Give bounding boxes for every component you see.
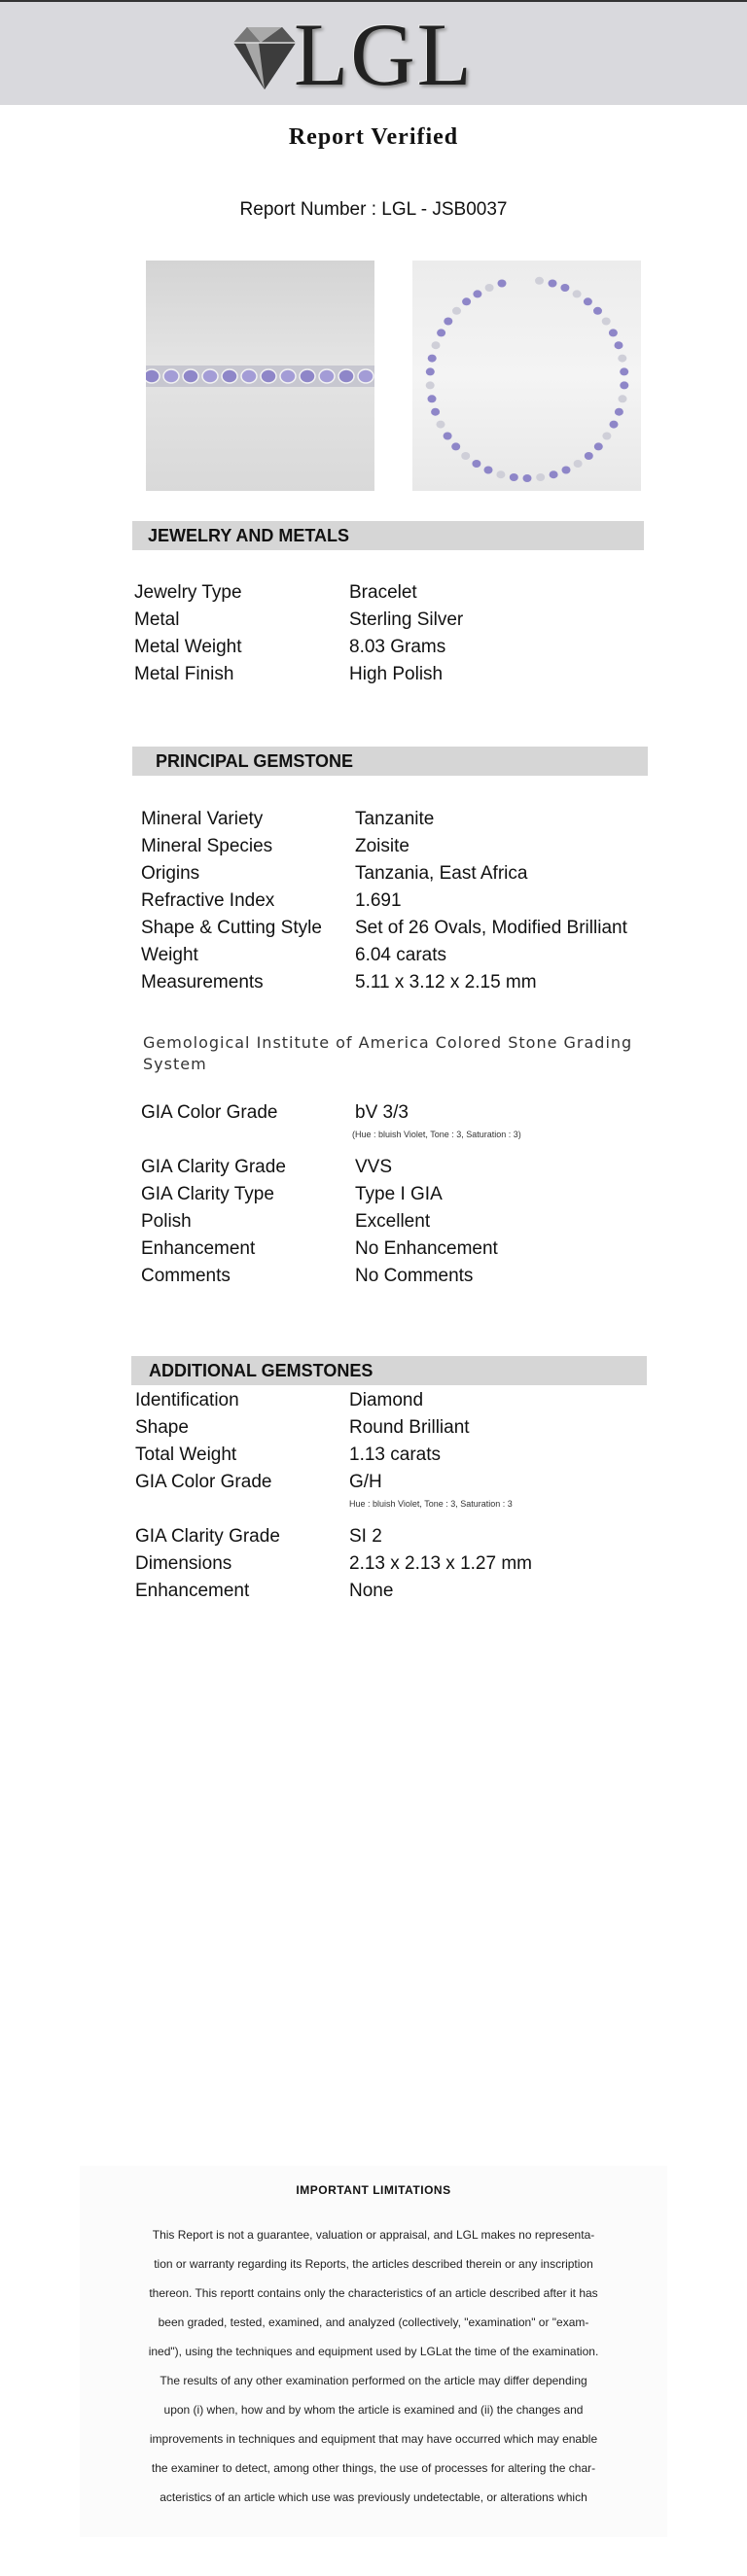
value-origins: Tanzania, East Africa: [355, 863, 528, 884]
label-total-weight: Total Weight: [135, 1445, 237, 1465]
value-refractive-index: 1.691: [355, 890, 402, 911]
label-identification: Identification: [135, 1390, 239, 1410]
gemstone: [562, 467, 571, 474]
gia-system-title-line1: Gemological Institute of America Colored Stone Grading: [143, 1033, 633, 1052]
value-weight: 6.04 carats: [355, 945, 446, 965]
gemstone: [437, 421, 445, 429]
label-origins: Origins: [141, 863, 200, 884]
gemstone: [473, 290, 481, 297]
header-banner: [0, 0, 747, 105]
gemstone: [300, 369, 315, 383]
label-enhancement: Enhancement: [141, 1238, 256, 1259]
gemstone: [584, 297, 592, 305]
label-weight: Weight: [141, 945, 198, 965]
gemstone: [437, 329, 445, 336]
label-polish: Polish: [141, 1211, 192, 1232]
limitations-line: acteristics of an article which use was previously undetectable, or alterations which: [160, 2490, 587, 2504]
gemstone: [444, 433, 452, 440]
limitations-line: the examiner to detect, among other things, the use of processes for altering the char-: [151, 2461, 596, 2475]
gemstone: [319, 369, 335, 383]
value-mineral-species: Zoisite: [355, 836, 409, 856]
gemstone: [602, 433, 611, 440]
gemstone: [618, 355, 626, 363]
add-color-note: Hue : bluish Violet, Tone : 3, Saturation : 3: [349, 1499, 513, 1509]
value-identification: Diamond: [349, 1390, 424, 1410]
lgl-logo[interactable]: [226, 5, 479, 104]
gemstone: [496, 470, 505, 478]
label-add-gia-color-grade: GIA Color Grade: [135, 1472, 272, 1492]
gemstone: [602, 318, 611, 326]
gemstone: [535, 277, 544, 285]
label-comments: Comments: [141, 1266, 231, 1286]
gemstone: [484, 467, 493, 474]
label-dimensions: Dimensions: [135, 1553, 232, 1574]
value-shape: Round Brilliant: [349, 1417, 470, 1438]
section-heading-jewelry: JEWELRY AND METALS: [132, 521, 644, 550]
gemstone: [241, 369, 257, 383]
gemstone: [620, 367, 628, 375]
gemstone: [610, 421, 619, 429]
gemstone: [462, 297, 471, 305]
label-add-enhancement: Enhancement: [135, 1581, 250, 1601]
gemstone: [536, 473, 545, 481]
gemstone: [550, 470, 558, 478]
gemstone: [615, 408, 623, 416]
label-refractive-index: Refractive Index: [141, 890, 275, 911]
label-add-gia-clarity-grade: GIA Clarity Grade: [135, 1526, 280, 1547]
page-title: Report Verified: [288, 124, 459, 150]
gemstone: [549, 280, 557, 288]
report-number: Report Number : LGL - JSB0037: [239, 199, 508, 220]
gemstone: [451, 442, 460, 450]
gemstone: [620, 381, 628, 389]
label-mineral-variety: Mineral Variety: [141, 809, 264, 829]
value-metal-weight: 8.03 Grams: [349, 637, 446, 657]
gemstone: [594, 442, 603, 450]
label-gia-color-grade: GIA Color Grade: [141, 1102, 278, 1123]
gemstone: [146, 369, 160, 383]
limitations-line: This Report is not a guarantee, valuation or appraisal, and LGL makes no representa-: [152, 2228, 595, 2242]
gemstone: [431, 408, 440, 416]
label-shape: Shape: [135, 1417, 189, 1438]
value-total-weight: 1.13 carats: [349, 1445, 441, 1465]
label-gia-clarity-grade: GIA Clarity Grade: [141, 1157, 286, 1177]
gemstone: [609, 329, 618, 336]
gemstone: [426, 381, 435, 389]
gemstone: [615, 341, 623, 349]
limitations-line: thereon. This reportt contains only the characteristics of an article described after it has: [149, 2286, 598, 2300]
gemstone: [523, 474, 532, 482]
value-shape-cutting: Set of 26 Ovals, Modified Brilliant: [355, 918, 627, 938]
value-measurements: 5.11 x 3.12 x 2.15 mm: [355, 972, 537, 992]
gemstone: [183, 369, 198, 383]
label-gia-clarity-type: GIA Clarity Type: [141, 1184, 274, 1204]
gemstone: [428, 395, 437, 402]
color-grade-note: (Hue : bluish Violet, Tone : 3, Saturation : 3): [352, 1130, 521, 1139]
label-measurements: Measurements: [141, 972, 264, 992]
value-add-enhancement: None: [349, 1581, 394, 1601]
value-gia-clarity-type: Type I GIA: [355, 1184, 443, 1204]
limitations-line: ined"), using the techniques and equipment used by LGLat the time of the examination.: [148, 2345, 599, 2358]
gemstone: [510, 473, 518, 481]
limitations-line: upon (i) when, how and by whom the article is examined and (ii) the changes and: [163, 2403, 584, 2417]
value-enhancement: No Enhancement: [355, 1238, 498, 1259]
limitations-line: tion or warranty regarding its Reports, the articles described therein or any inscription: [154, 2257, 593, 2271]
section-heading-principal: PRINCIPAL GEMSTONE: [132, 747, 648, 776]
bracelet-photo-closeup: [146, 261, 374, 491]
diamond-icon: [226, 19, 302, 95]
value-gia-color-grade: bV 3/3: [355, 1102, 409, 1123]
gemstone: [202, 369, 218, 383]
gia-system-title-line2: System: [143, 1055, 207, 1073]
limitations-line: improvements in techniques and equipment that may have occurred which may enable: [149, 2432, 598, 2446]
gemstone: [338, 369, 354, 383]
value-add-gia-color-grade: G/H: [349, 1472, 382, 1492]
value-comments: No Comments: [355, 1266, 474, 1286]
bracelet-photo-full: [412, 261, 641, 491]
section-heading-additional: ADDITIONAL GEMSTONES: [131, 1356, 647, 1385]
gemstone: [585, 452, 593, 460]
label-metal-finish: Metal Finish: [134, 664, 234, 684]
gemstone: [619, 395, 627, 402]
value-polish: Excellent: [355, 1211, 431, 1232]
gemstone: [163, 369, 179, 383]
label-jewelry-type: Jewelry Type: [134, 582, 242, 603]
value-metal: Sterling Silver: [349, 609, 464, 630]
value-jewelry-type: Bracelet: [349, 582, 417, 603]
gemstone: [452, 307, 461, 315]
gemstone: [593, 307, 602, 315]
gemstone: [261, 369, 276, 383]
label-metal: Metal: [134, 609, 180, 630]
gemstone: [574, 460, 583, 468]
gemstone: [461, 452, 470, 460]
value-metal-finish: High Polish: [349, 664, 444, 684]
value-dimensions: 2.13 x 2.13 x 1.27 mm: [349, 1553, 532, 1574]
gemstone: [560, 284, 569, 292]
label-mineral-species: Mineral Species: [141, 836, 273, 856]
label-metal-weight: Metal Weight: [134, 637, 242, 657]
value-mineral-variety: Tanzanite: [355, 809, 435, 829]
gemstone: [573, 290, 582, 297]
value-gia-clarity-grade: VVS: [355, 1157, 393, 1177]
gemstone: [222, 369, 237, 383]
gemstone: [432, 341, 441, 349]
gemstone: [280, 369, 296, 383]
value-add-gia-clarity-grade: SI 2: [349, 1526, 382, 1547]
limitations-line: been graded, tested, examined, and analyzed (collectively, "examination" or "exam-: [158, 2315, 589, 2329]
limitations-heading: IMPORTANT LIMITATIONS: [296, 2183, 451, 2197]
gemstone: [428, 355, 437, 363]
gemstone: [444, 318, 452, 326]
logo-text: LGL: [294, 5, 474, 104]
gemstone: [358, 369, 374, 383]
gemstone: [472, 460, 480, 468]
gemstone: [426, 367, 435, 375]
limitations-line: The results of any other examination performed on the article may differ depending: [160, 2374, 587, 2387]
gemstone: [485, 284, 494, 292]
label-shape-cutting: Shape & Cutting Style: [141, 918, 322, 938]
gemstone: [498, 280, 507, 288]
